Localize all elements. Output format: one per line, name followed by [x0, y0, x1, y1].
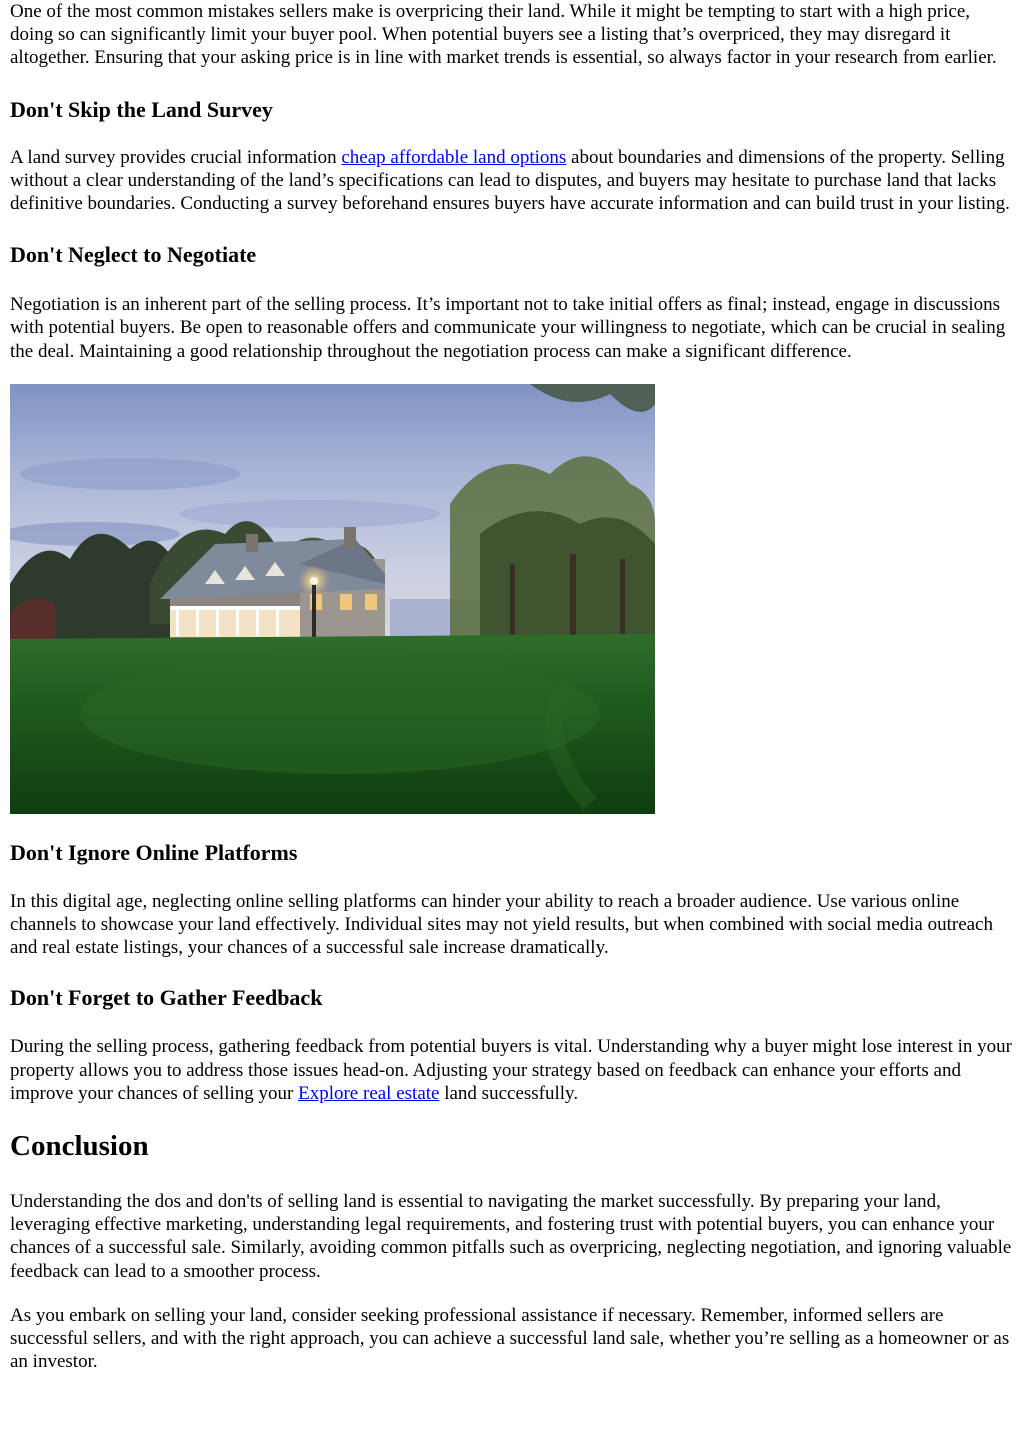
heading-gather-feedback: Don't Forget to Gather Feedback — [10, 985, 323, 1011]
intro-paragraph: One of the most common mistakes sellers make is overpricing their land. While it might be tempting to start with a high price, doing so can significantly limit your buyer pool. When potential buyers see a listing that’s overpriced, they may disregard it altogether. Ensuring that your asking price is in line with market trends is essential, so always factor in your research from earlier. — [10, 1, 997, 69]
online-platforms-paragraph: In this digital age, neglecting online selling platforms can hinder your ability to reach a broader audience. Use various online channels to showcase your land effectively. Individual sites may not yield results, but when combined with social media outreach and real estate listings, your chances of a successful sale increase dramatically. — [10, 890, 993, 959]
feedback-text-after: land successfully. — [439, 1082, 579, 1104]
conclusion-paragraph-2: As you embark on selling your land, consider seeking professional assistance if necessary. Remember, informed sellers are successful sellers, and with the right approach, you can achieve a successful land sale, whether you’re selling as a homeowner or as an investor. — [10, 1304, 1010, 1373]
land-survey-text-before: A land survey provides crucial information — [10, 146, 342, 168]
heading-conclusion: Conclusion — [10, 1130, 149, 1163]
house-photo-illustration — [10, 384, 655, 814]
article-body — [10, 0, 1014, 1373]
heading-land-survey: Don't Skip the Land Survey — [10, 96, 273, 122]
feedback-paragraph — [10, 1035, 1014, 1105]
feedback-text-before: During the selling process, gathering feedback from potential buyers is vital. Understanding why a buyer might lose interest in your property allows you to address those issues head-on. Adjusting your strategy based on feedback can enhance your efforts and improve your chances of selling your — [10, 1036, 1013, 1104]
land-survey-paragraph — [10, 146, 1014, 216]
land-survey-text-after: about boundaries and dimensions of the property. Selling without a clear understanding of the land’s specifications can lead to disputes, and buyers may hesitate to purchase land that lacks definitive boundaries. Conducting a survey beforehand ensures buyers have accurate information and can build trust in your listing. — [10, 146, 1010, 215]
conclusion-paragraph-1: Understanding the dos and don'ts of selling land is essential to navigating the market successfully. By preparing your land, leveraging effective marketing, understanding legal requirements, and fostering trust with potential buyers, you can enhance your chances of a successful sale. Similarly, avoiding common pitfalls such as overpricing, neglecting negotiation, and ignoring valuable feedback can lead to a smoother process. — [10, 1191, 1012, 1282]
cheap-land-options-link[interactable]: cheap affordable land options — [341, 146, 567, 168]
house-landscape-photo — [10, 384, 655, 814]
heading-negotiate: Don't Neglect to Negotiate — [10, 242, 257, 268]
explore-real-estate-link[interactable]: Explore real estate — [298, 1082, 440, 1104]
negotiate-paragraph: Negotiation is an inherent part of the selling process. It’s important not to take initial offers as final; instead, engage in discussions with potential buyers. Be open to reasonable offers and communicate your willingness to negotiate, which can be crucial in sealing the deal. Maintaining a good relationship throughout the negotiation process can make a significant difference. — [10, 294, 1006, 362]
heading-online-platforms: Don't Ignore Online Platforms — [10, 839, 298, 865]
